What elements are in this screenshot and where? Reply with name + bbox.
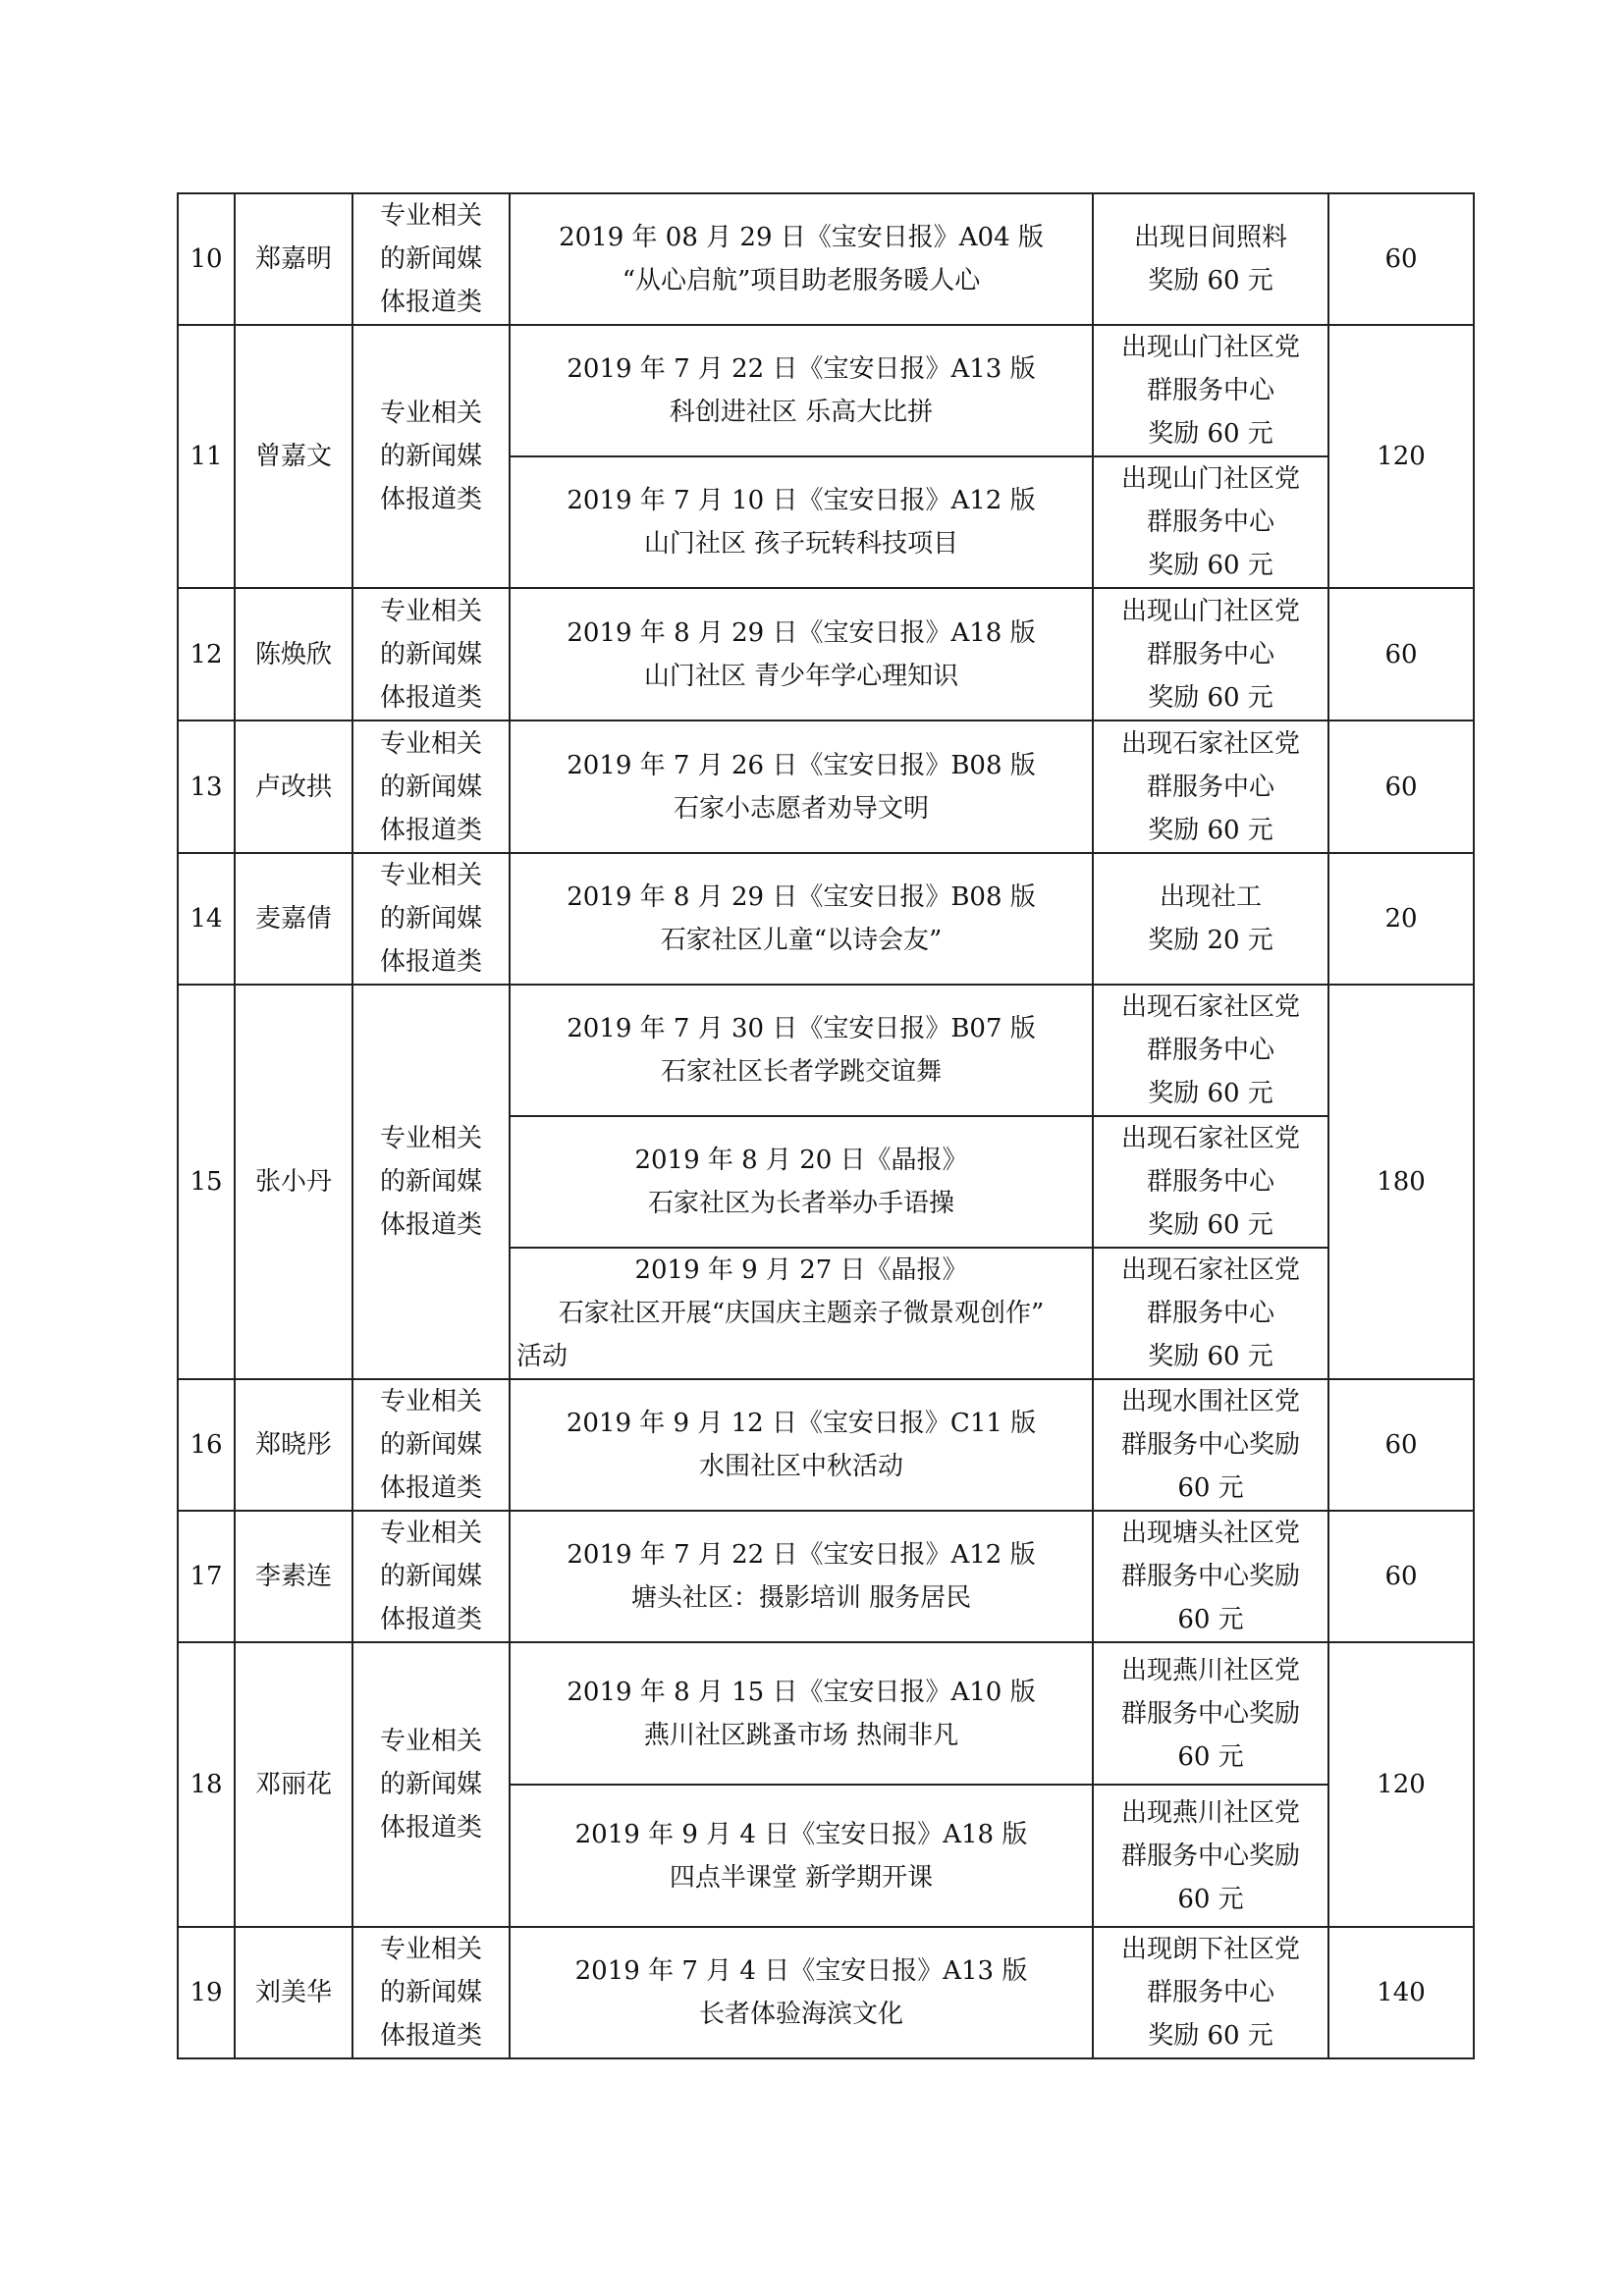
report-cell [510, 1116, 1093, 1248]
row-number-cell: 18 [178, 1642, 235, 1927]
report-line: 塘头社区：摄影培训 服务居民 [630, 1583, 972, 1613]
total-amount-cell: 140 [1328, 1927, 1474, 2058]
reward-line: 出现日间照料 [1133, 223, 1287, 252]
total-amount-cell: 60 [1328, 588, 1474, 721]
category-line: 体报道类 [379, 2021, 482, 2051]
report-line: 2019 年 7 月 30 日《宝安日报》B07 版 [567, 1014, 1036, 1043]
reward-line: 群服务中心奖励 [1120, 1698, 1300, 1729]
reward-cell [1093, 1642, 1328, 1785]
reward-line: 奖励 60 元 [1148, 1342, 1273, 1371]
row-number-cell: 15 [178, 985, 235, 1379]
report-cell [510, 1927, 1093, 2058]
row-number-cell: 13 [178, 721, 235, 853]
report-cell [510, 588, 1093, 721]
reward-line: 群服务中心 [1146, 639, 1274, 669]
category-cell [352, 721, 510, 853]
reward-line: 奖励 60 元 [1148, 266, 1273, 295]
total-amount-cell: 120 [1328, 325, 1474, 588]
person-name-cell: 卢改拱 [235, 721, 352, 853]
table-row [178, 853, 1474, 985]
row-number-cell: 19 [178, 1927, 235, 2058]
category-line: 的新闻媒 [379, 639, 482, 669]
category-line: 的新闻媒 [379, 1167, 482, 1197]
row-number-cell: 10 [178, 193, 235, 325]
person-name-cell: 麦嘉倩 [235, 853, 352, 985]
category-line: 的新闻媒 [379, 904, 482, 934]
category-cell [352, 985, 510, 1379]
row-number-cell: 12 [178, 588, 235, 721]
report-line: 山门社区 青少年学心理知识 [643, 661, 959, 691]
reward-cell [1093, 588, 1328, 721]
category-line: 体报道类 [379, 288, 482, 317]
report-cell [510, 1248, 1093, 1379]
reward-cell [1093, 853, 1328, 985]
category-line: 的新闻媒 [379, 772, 482, 802]
report-cell [510, 1511, 1093, 1642]
report-line: 2019 年 7 月 22 日《宝安日报》A13 版 [567, 354, 1036, 384]
report-line: 2019 年 7 月 26 日《宝安日报》B08 版 [567, 750, 1036, 780]
reward-line: 出现燕川社区党 [1120, 1655, 1300, 1685]
reward-cell [1093, 1248, 1328, 1379]
report-line: 2019 年 9 月 4 日《宝安日报》A18 版 [574, 1819, 1028, 1849]
report-cell [510, 1642, 1093, 1785]
reward-cell [1093, 1927, 1328, 2058]
reward-line: 奖励 60 元 [1148, 682, 1273, 713]
report-cell [510, 325, 1093, 456]
reward-line: 出现山门社区党 [1120, 464, 1300, 494]
report-line: 长者体验海滨文化 [698, 2000, 903, 2029]
reward-cell [1093, 193, 1328, 325]
total-amount-cell: 120 [1328, 1642, 1474, 1927]
person-name-cell: 刘美华 [235, 1927, 352, 2058]
reward-line: 群服务中心 [1146, 376, 1274, 405]
report-line: 四点半课堂 新学期开课 [669, 1862, 934, 1893]
total-amount-cell: 180 [1328, 985, 1474, 1379]
table-row [178, 1511, 1474, 1642]
reward-cell [1093, 1785, 1328, 1927]
category-line: 体报道类 [379, 682, 482, 713]
table-row [178, 721, 1474, 853]
category-line: 体报道类 [379, 1473, 482, 1503]
reward-line: 奖励 60 元 [1148, 419, 1273, 449]
reward-cell [1093, 1511, 1328, 1642]
reward-line: 60 元 [1177, 1605, 1244, 1634]
reward-line: 群服务中心 [1146, 1299, 1274, 1328]
reward-line: 群服务中心 [1146, 1036, 1274, 1065]
report-cell [510, 985, 1093, 1116]
category-line: 体报道类 [379, 815, 482, 845]
report-cell [510, 721, 1093, 853]
category-cell [352, 1642, 510, 1927]
total-amount-cell: 60 [1328, 193, 1474, 325]
category-line: 的新闻媒 [379, 1562, 482, 1591]
reward-table [177, 192, 1475, 2059]
reward-line: 群服务中心奖励 [1120, 1430, 1300, 1460]
report-line: 2019 年 8 月 29 日《宝安日报》B08 版 [567, 882, 1036, 912]
table-row [178, 193, 1474, 325]
reward-line: 60 元 [1177, 1473, 1244, 1503]
table-row [178, 1642, 1474, 1785]
report-line: 2019 年 7 月 4 日《宝安日报》A13 版 [574, 1956, 1028, 1986]
category-line: 的新闻媒 [379, 442, 482, 471]
person-name-cell: 张小丹 [235, 985, 352, 1379]
reward-line: 出现水围社区党 [1120, 1387, 1300, 1416]
category-cell [352, 1511, 510, 1642]
report-line: 山门社区 孩子玩转科技项目 [643, 529, 959, 559]
reward-line: 出现塘头社区党 [1120, 1519, 1300, 1548]
category-line: 专业相关 [379, 1124, 482, 1153]
person-name-cell: 李素连 [235, 1511, 352, 1642]
report-line: 石家社区为长者举办手语操 [647, 1189, 954, 1218]
category-line: 体报道类 [379, 1813, 482, 1842]
report-cell [510, 193, 1093, 325]
reward-line: 出现石家社区党 [1120, 992, 1300, 1022]
category-line: 的新闻媒 [379, 1770, 482, 1799]
category-line: 专业相关 [379, 1935, 482, 1964]
category-line: 的新闻媒 [379, 244, 482, 274]
report-line: 2019 年 9 月 12 日《宝安日报》C11 版 [566, 1409, 1037, 1438]
reward-line: 奖励 60 元 [1148, 551, 1273, 580]
total-amount-cell: 60 [1328, 1379, 1474, 1511]
table-row [178, 1927, 1474, 2058]
reward-line: 出现石家社区党 [1120, 1124, 1300, 1153]
reward-line: 奖励 20 元 [1148, 926, 1273, 955]
reward-line: 群服务中心奖励 [1120, 1841, 1300, 1871]
reward-cell [1093, 325, 1328, 456]
category-line: 体报道类 [379, 485, 482, 514]
total-amount-cell: 20 [1328, 853, 1474, 985]
category-line: 体报道类 [379, 1210, 482, 1240]
category-line: 的新闻媒 [379, 1430, 482, 1460]
row-number-cell: 14 [178, 853, 235, 985]
reward-line: 出现石家社区党 [1120, 728, 1300, 759]
report-line: “从心启航”项目助老服务暖人心 [622, 266, 981, 295]
report-line: 石家社区长者学跳交谊舞 [660, 1057, 942, 1087]
report-line: 2019 年 8 月 20 日《晶报》 [634, 1146, 968, 1175]
table-row [178, 588, 1474, 721]
report-cell [510, 1785, 1093, 1927]
reward-cell [1093, 456, 1328, 588]
report-line: 2019 年 8 月 29 日《宝安日报》A18 版 [567, 617, 1036, 648]
reward-line: 奖励 60 元 [1148, 1210, 1273, 1240]
person-name-cell: 郑晓彤 [235, 1379, 352, 1511]
table-row [178, 1379, 1474, 1511]
reward-line: 奖励 60 元 [1148, 2021, 1273, 2051]
report-line: 科创进社区 乐高大比拼 [669, 398, 934, 427]
row-number-cell: 16 [178, 1379, 235, 1511]
report-cell [510, 456, 1093, 588]
reward-line: 奖励 60 元 [1148, 1079, 1273, 1108]
row-number-cell: 17 [178, 1511, 235, 1642]
person-name-cell: 曾嘉文 [235, 325, 352, 588]
category-line: 专业相关 [379, 1727, 482, 1756]
report-line: 2019 年 8 月 15 日《宝安日报》A10 版 [567, 1677, 1036, 1707]
reward-line: 出现山门社区党 [1120, 596, 1300, 626]
reward-line: 奖励 60 元 [1148, 815, 1273, 845]
reward-line: 群服务中心奖励 [1120, 1562, 1300, 1591]
reward-line: 60 元 [1177, 1741, 1244, 1772]
person-name-cell: 郑嘉明 [235, 193, 352, 325]
report-cell [510, 1379, 1093, 1511]
table-row [178, 985, 1474, 1116]
reward-table-body [178, 193, 1474, 2058]
category-line: 专业相关 [379, 1387, 482, 1416]
category-line: 专业相关 [379, 728, 482, 759]
row-number-cell: 11 [178, 325, 235, 588]
category-line: 专业相关 [379, 399, 482, 428]
table-row [178, 325, 1474, 456]
category-cell [352, 588, 510, 721]
reward-line: 出现朗下社区党 [1120, 1935, 1300, 1964]
reward-line: 60 元 [1177, 1884, 1244, 1914]
reward-line: 出现社工 [1159, 882, 1262, 912]
report-line: 石家社区儿童“以诗会友” [660, 926, 943, 955]
report-line: 2019 年 9 月 27 日《晶报》 [634, 1255, 968, 1285]
reward-line: 群服务中心 [1146, 772, 1274, 802]
report-cell [510, 853, 1093, 985]
reward-line: 群服务中心 [1146, 507, 1274, 537]
reward-line: 群服务中心 [1146, 1978, 1274, 2007]
category-line: 体报道类 [379, 947, 482, 977]
category-cell [352, 1379, 510, 1511]
total-amount-cell: 60 [1328, 1511, 1474, 1642]
reward-cell [1093, 985, 1328, 1116]
category-line: 体报道类 [379, 1605, 482, 1634]
category-cell [352, 1927, 510, 2058]
person-name-cell: 邓丽花 [235, 1642, 352, 1927]
report-line: 石家小志愿者劝导文明 [673, 793, 929, 824]
category-cell [352, 325, 510, 588]
category-line: 专业相关 [379, 1519, 482, 1548]
total-amount-cell: 60 [1328, 721, 1474, 853]
report-line: 2019 年 7 月 22 日《宝安日报》A12 版 [567, 1540, 1036, 1570]
category-cell [352, 193, 510, 325]
reward-line: 出现山门社区党 [1120, 333, 1300, 362]
reward-cell [1093, 1379, 1328, 1511]
report-line: 石家社区开展“庆国庆主题亲子微景观创作” [558, 1299, 1045, 1328]
report-line: 活动 [516, 1342, 568, 1371]
reward-cell [1093, 1116, 1328, 1248]
reward-line: 群服务中心 [1146, 1167, 1274, 1197]
category-line: 专业相关 [379, 201, 482, 231]
category-cell [352, 853, 510, 985]
person-name-cell: 陈焕欣 [235, 588, 352, 721]
report-line: 水围社区中秋活动 [698, 1452, 903, 1481]
report-line: 燕川社区跳蚤市场 热闹非凡 [643, 1720, 959, 1750]
reward-line: 出现石家社区党 [1120, 1255, 1300, 1285]
report-line: 2019 年 08 月 29 日《宝安日报》A04 版 [559, 223, 1044, 252]
reward-cell [1093, 721, 1328, 853]
category-line: 专业相关 [379, 596, 482, 626]
reward-line: 出现燕川社区党 [1120, 1797, 1300, 1828]
report-line: 2019 年 7 月 10 日《宝安日报》A12 版 [567, 486, 1036, 515]
category-line: 专业相关 [379, 861, 482, 890]
category-line: 的新闻媒 [379, 1978, 482, 2007]
